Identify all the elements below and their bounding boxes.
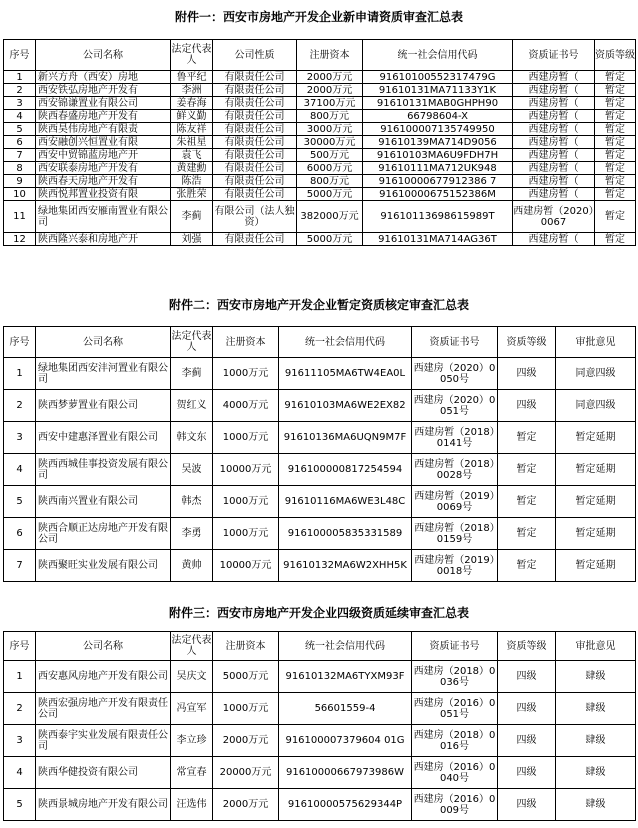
table-cell: 西安惠风房地产开发有限公司: [36, 661, 171, 693]
table-cell: 6: [4, 136, 36, 149]
table-cell: 37100万元: [297, 97, 363, 110]
table-cell: 新兴方舟（西安）房地: [36, 71, 171, 84]
table-cell: 2: [4, 84, 36, 97]
table-cell: 李洲: [171, 84, 213, 97]
table-cell: 黄帅: [171, 550, 213, 582]
table-cell: 肆级: [556, 757, 636, 789]
table-cell: 刘强: [171, 233, 213, 246]
column-header: 资质证书号: [513, 40, 595, 71]
column-header: 资质证书号: [412, 632, 498, 661]
table-cell: 西建房（2020）0050号: [412, 358, 498, 390]
table-cell: 西建房暂（2019）0018号: [412, 550, 498, 582]
table-cell: 1: [4, 358, 36, 390]
table-cell: 6000万元: [297, 162, 363, 175]
table-cell: 吴波: [171, 454, 213, 486]
table-cell: 30000万元: [297, 136, 363, 149]
section2-body: [4, 327, 636, 582]
table-cell: 91610103MA6U9FDH7H: [363, 149, 513, 162]
table-cell: 陈浩: [171, 175, 213, 188]
section1-body: [4, 40, 636, 246]
table-cell: 陕西景城房地产开发有限公司: [36, 789, 171, 821]
table-cell: 吴庆文: [171, 661, 213, 693]
table-cell: 陕西合顺正达房地产开发有限公司: [36, 518, 171, 550]
table-cell: 西建房暂（: [513, 110, 595, 123]
table-row: [4, 84, 636, 97]
table-cell: 91610136MA6UQN9M7F: [279, 422, 412, 454]
table-cell: 4: [4, 454, 36, 486]
table-cell: 91610132MA6TYXM93F: [279, 661, 412, 693]
section1-table: [3, 39, 636, 246]
table-cell: 同意四级: [556, 390, 636, 422]
table-cell: 袁飞: [171, 149, 213, 162]
table-cell: 91610111MA712UK948: [363, 162, 513, 175]
table-cell: 朱祖星: [171, 136, 213, 149]
table-cell: 肆级: [556, 693, 636, 725]
table-cell: 西建房（2018）0036号: [412, 661, 498, 693]
table-cell: 冯宣军: [171, 693, 213, 725]
table-row: [4, 233, 636, 246]
table-cell: 91610103MA6WE2EX82: [279, 390, 412, 422]
table-cell: 陈友祥: [171, 123, 213, 136]
table-cell: 91610000677912386 7: [363, 175, 513, 188]
table-cell: 西建房（2018）0016号: [412, 725, 498, 757]
table-cell: 5: [4, 486, 36, 518]
table-cell: 2000万元: [297, 84, 363, 97]
table-cell: 91610113698615989T: [363, 201, 513, 233]
table-cell: 916100000817254594: [279, 454, 412, 486]
table-cell: 有限责任公司: [213, 175, 297, 188]
table-cell: 5000万元: [213, 661, 279, 693]
table-cell: 2: [4, 390, 36, 422]
table-cell: 12: [4, 233, 36, 246]
table-cell: 陕西西城佳事投资发展有限公司: [36, 454, 171, 486]
table-cell: 56601559-4: [279, 693, 412, 725]
table-row: [4, 550, 636, 582]
column-header: 注册资本: [297, 40, 363, 71]
table-cell: 4: [4, 110, 36, 123]
table-cell: 7: [4, 550, 36, 582]
table-cell: 四级: [498, 725, 556, 757]
table-cell: 800万元: [297, 110, 363, 123]
table-cell: 李立珍: [171, 725, 213, 757]
table-cell: 3: [4, 422, 36, 454]
column-header: 审批意见: [556, 632, 636, 661]
section2-header-row: [4, 327, 636, 358]
table-cell: 暂定: [595, 188, 636, 201]
table-cell: 91610000675152386M: [363, 188, 513, 201]
table-cell: 暂定: [595, 123, 636, 136]
table-cell: 500万元: [297, 149, 363, 162]
table-cell: 916100007135749950: [363, 123, 513, 136]
table-cell: 西建房（2016）0051号: [412, 693, 498, 725]
table-cell: 有限责任公司: [213, 149, 297, 162]
table-row: [4, 188, 636, 201]
section3-title: 附件三：西安市房地产开发企业四级资质延续审查汇总表: [168, 606, 469, 620]
section2-title: 附件二：西安市房地产开发企业暂定资质核定审查汇总表: [168, 298, 469, 312]
column-header: 资质等级: [498, 327, 556, 358]
table-row: [4, 422, 636, 454]
table-cell: 有限责任公司: [213, 233, 297, 246]
table-cell: 李蓟: [171, 201, 213, 233]
table-row: [4, 175, 636, 188]
table-cell: 1000万元: [213, 518, 279, 550]
table-cell: 西建房暂（: [513, 136, 595, 149]
table-cell: 5000万元: [297, 188, 363, 201]
table-cell: 陕西梦萝置业有限公司: [36, 390, 171, 422]
column-header: 法定代表人: [171, 40, 213, 71]
table-cell: 1: [4, 71, 36, 84]
table-cell: 西建房暂（: [513, 175, 595, 188]
column-header: 审批意见: [556, 327, 636, 358]
table-cell: 西安锦谦置业有限公司: [36, 97, 171, 110]
table-cell: 10000万元: [213, 454, 279, 486]
table-cell: 1000万元: [213, 486, 279, 518]
column-header: 资质等级: [595, 40, 636, 71]
table-cell: 绿地集团西安沣河置业有限公司: [36, 358, 171, 390]
table-cell: 肆级: [556, 725, 636, 757]
table-cell: 西建房暂（: [513, 97, 595, 110]
table-cell: 鲜义勤: [171, 110, 213, 123]
table-row: [4, 123, 636, 136]
column-header: 公司名称: [36, 632, 171, 661]
table-row: [4, 136, 636, 149]
column-header: 注册资本: [213, 327, 279, 358]
table-cell: 91610132MA6W2XHH5K: [279, 550, 412, 582]
table-cell: 西建房暂（: [513, 149, 595, 162]
table-cell: 8: [4, 162, 36, 175]
table-cell: 91610131MA714AG36T: [363, 233, 513, 246]
table-cell: 暂定: [595, 201, 636, 233]
table-cell: 陕西悦邦置业投资有限: [36, 188, 171, 201]
table-cell: 陕西南兴置业有限公司: [36, 486, 171, 518]
table-row: [4, 454, 636, 486]
table-cell: 陕西昊伟房地产有限责: [36, 123, 171, 136]
table-cell: 6: [4, 518, 36, 550]
table-cell: 916100005835331589: [279, 518, 412, 550]
table-cell: 陕西华健投资有限公司: [36, 757, 171, 789]
table-cell: 暂定: [498, 486, 556, 518]
table-cell: 91611105MA6TW4EA0L: [279, 358, 412, 390]
table-cell: 绿地集团西安雁南置业有限公司: [36, 201, 171, 233]
table-cell: 有限责任公司: [213, 71, 297, 84]
table-cell: 91610000575629344P: [279, 789, 412, 821]
table-cell: 916100007379604 01G: [279, 725, 412, 757]
table-cell: 10000万元: [213, 550, 279, 582]
table-cell: 3: [4, 97, 36, 110]
table-cell: 4000万元: [213, 390, 279, 422]
table-cell: 西建房暂（2018）0028号: [412, 454, 498, 486]
table-cell: 有限公司（法人独资）: [213, 201, 297, 233]
table-row: [4, 201, 636, 233]
table-cell: 陕西隆兴泰和房地产开: [36, 233, 171, 246]
table-cell: 2000万元: [213, 725, 279, 757]
table-cell: 李蓟: [171, 358, 213, 390]
table-cell: 韩文东: [171, 422, 213, 454]
column-header: 公司性质: [213, 40, 297, 71]
table-cell: 四级: [498, 390, 556, 422]
table-row: [4, 486, 636, 518]
table-cell: 贺红义: [171, 390, 213, 422]
table-cell: 四级: [498, 661, 556, 693]
column-header: 资质证书号: [412, 327, 498, 358]
table-cell: 西建房暂（: [513, 84, 595, 97]
table-cell: 382000万元: [297, 201, 363, 233]
table-cell: 2: [4, 693, 36, 725]
table-cell: 韩杰: [171, 486, 213, 518]
table-cell: 2000万元: [213, 789, 279, 821]
table-cell: 有限责任公司: [213, 110, 297, 123]
table-cell: 91610116MA6WE3L48C: [279, 486, 412, 518]
table-cell: 3: [4, 725, 36, 757]
table-cell: 陕西宏强房地产开发有限责任公司: [36, 693, 171, 725]
table-cell: 四级: [498, 358, 556, 390]
table-cell: 暂定: [498, 454, 556, 486]
table-cell: 暂定: [595, 233, 636, 246]
table-row: [4, 71, 636, 84]
table-cell: 5: [4, 123, 36, 136]
table-cell: 同意四级: [556, 358, 636, 390]
table-cell: 91610131MAB0GHPH90: [363, 97, 513, 110]
table-cell: 暂定: [498, 518, 556, 550]
table-cell: 陕西泰宇实业发展有限责任公司: [36, 725, 171, 757]
table-cell: 暂定: [595, 136, 636, 149]
table-row: [4, 661, 636, 693]
table-cell: 常宣春: [171, 757, 213, 789]
table-cell: 9: [4, 175, 36, 188]
table-cell: 1: [4, 661, 36, 693]
table-cell: 西安融创兴恒置业有限: [36, 136, 171, 149]
table-row: [4, 110, 636, 123]
table-cell: 10: [4, 188, 36, 201]
table-cell: 西建房暂（2019）0069号: [412, 486, 498, 518]
table-cell: 有限责任公司: [213, 136, 297, 149]
table-cell: 91610100552317479G: [363, 71, 513, 84]
table-cell: 暂定延期: [556, 486, 636, 518]
table-cell: 暂定延期: [556, 550, 636, 582]
section1-title: 附件一：西安市房地产开发企业新申请资质审查汇总表: [174, 10, 463, 24]
table-cell: 暂定: [595, 110, 636, 123]
section3-body: [4, 632, 636, 821]
table-cell: 暂定: [498, 550, 556, 582]
table-cell: 西建房暂（: [513, 233, 595, 246]
table-cell: 4: [4, 757, 36, 789]
table-cell: 5: [4, 789, 36, 821]
table-cell: 暂定延期: [556, 518, 636, 550]
column-header: 统一社会信用代码: [279, 327, 412, 358]
table-cell: 91610000667973986W: [279, 757, 412, 789]
table-cell: 张胜荣: [171, 188, 213, 201]
table-cell: 5000万元: [297, 233, 363, 246]
table-cell: 西建房（2016）0009号: [412, 789, 498, 821]
table-cell: 黄建勳: [171, 162, 213, 175]
table-row: [4, 149, 636, 162]
table-cell: 西安铁弘房地产开发有: [36, 84, 171, 97]
column-header: 法定代表人: [171, 632, 213, 661]
column-header: 序号: [4, 40, 36, 71]
table-cell: 西建房暂（: [513, 188, 595, 201]
table-cell: 肆级: [556, 789, 636, 821]
table-cell: 7: [4, 149, 36, 162]
table-cell: 暂定延期: [556, 422, 636, 454]
table-cell: 西安中贸锦蓝房地产开: [36, 149, 171, 162]
table-cell: 暂定: [595, 175, 636, 188]
column-header: 注册资本: [213, 632, 279, 661]
table-row: [4, 390, 636, 422]
table-row: [4, 97, 636, 110]
table-cell: 汪选伟: [171, 789, 213, 821]
table-cell: 1000万元: [213, 358, 279, 390]
table-cell: 800万元: [297, 175, 363, 188]
table-cell: 91610131MA71133Y1K: [363, 84, 513, 97]
table-cell: 3000万元: [297, 123, 363, 136]
table-cell: 西建房（2020）0051号: [412, 390, 498, 422]
table-cell: 西建房暂（2018）0141号: [412, 422, 498, 454]
table-cell: 91610139MA714D9056: [363, 136, 513, 149]
table-row: [4, 518, 636, 550]
section3-table: [3, 631, 636, 821]
table-cell: 肆级: [556, 661, 636, 693]
table-cell: 有限责任公司: [213, 123, 297, 136]
table-cell: 暂定: [595, 84, 636, 97]
table-cell: 四级: [498, 693, 556, 725]
table-cell: 西建房（2016）0040号: [412, 757, 498, 789]
table-cell: 西安中建惠泽置业有限公司: [36, 422, 171, 454]
table-cell: 四级: [498, 757, 556, 789]
section3-header-row: [4, 632, 636, 661]
table-cell: 暂定: [498, 422, 556, 454]
table-cell: 暂定: [595, 71, 636, 84]
table-cell: 1000万元: [213, 693, 279, 725]
table-cell: 有限责任公司: [213, 188, 297, 201]
table-row: [4, 162, 636, 175]
table-cell: 暂定: [595, 97, 636, 110]
column-header: 法定代表人: [171, 327, 213, 358]
table-cell: 陕西春盛房地产开发有: [36, 110, 171, 123]
section1-header-row: [4, 40, 636, 71]
column-header: 公司名称: [36, 327, 171, 358]
table-cell: 姜春海: [171, 97, 213, 110]
column-header: 统一社会信用代码: [279, 632, 412, 661]
table-cell: 陕西聚旺实业发展有限公司: [36, 550, 171, 582]
table-cell: 11: [4, 201, 36, 233]
table-cell: 暂定: [595, 162, 636, 175]
table-cell: 2000万元: [297, 71, 363, 84]
table-cell: 西安联泰房地产开发有: [36, 162, 171, 175]
table-cell: 四级: [498, 789, 556, 821]
table-cell: 西建房暂（2020）0067: [513, 201, 595, 233]
table-cell: 西建房暂（2018）0159号: [412, 518, 498, 550]
column-header: 资质等级: [498, 632, 556, 661]
table-cell: 西建房暂（: [513, 123, 595, 136]
table-row: [4, 693, 636, 725]
table-cell: 西建房暂（: [513, 71, 595, 84]
column-header: 序号: [4, 632, 36, 661]
table-cell: 有限责任公司: [213, 162, 297, 175]
table-row: [4, 725, 636, 757]
table-cell: 有限责任公司: [213, 97, 297, 110]
table-cell: 有限责任公司: [213, 84, 297, 97]
table-cell: 20000万元: [213, 757, 279, 789]
table-cell: 鲁平纪: [171, 71, 213, 84]
table-cell: 西建房暂（: [513, 162, 595, 175]
table-cell: 李勇: [171, 518, 213, 550]
section2-table: [3, 326, 636, 582]
table-row: [4, 789, 636, 821]
table-cell: 暂定: [595, 149, 636, 162]
table-cell: 陕西春天房地产开发有: [36, 175, 171, 188]
column-header: 统一社会信用代码: [363, 40, 513, 71]
column-header: 序号: [4, 327, 36, 358]
table-row: [4, 757, 636, 789]
table-cell: 1000万元: [213, 422, 279, 454]
column-header: 公司名称: [36, 40, 171, 71]
table-cell: 66798604-X: [363, 110, 513, 123]
table-row: [4, 358, 636, 390]
table-cell: 暂定延期: [556, 454, 636, 486]
